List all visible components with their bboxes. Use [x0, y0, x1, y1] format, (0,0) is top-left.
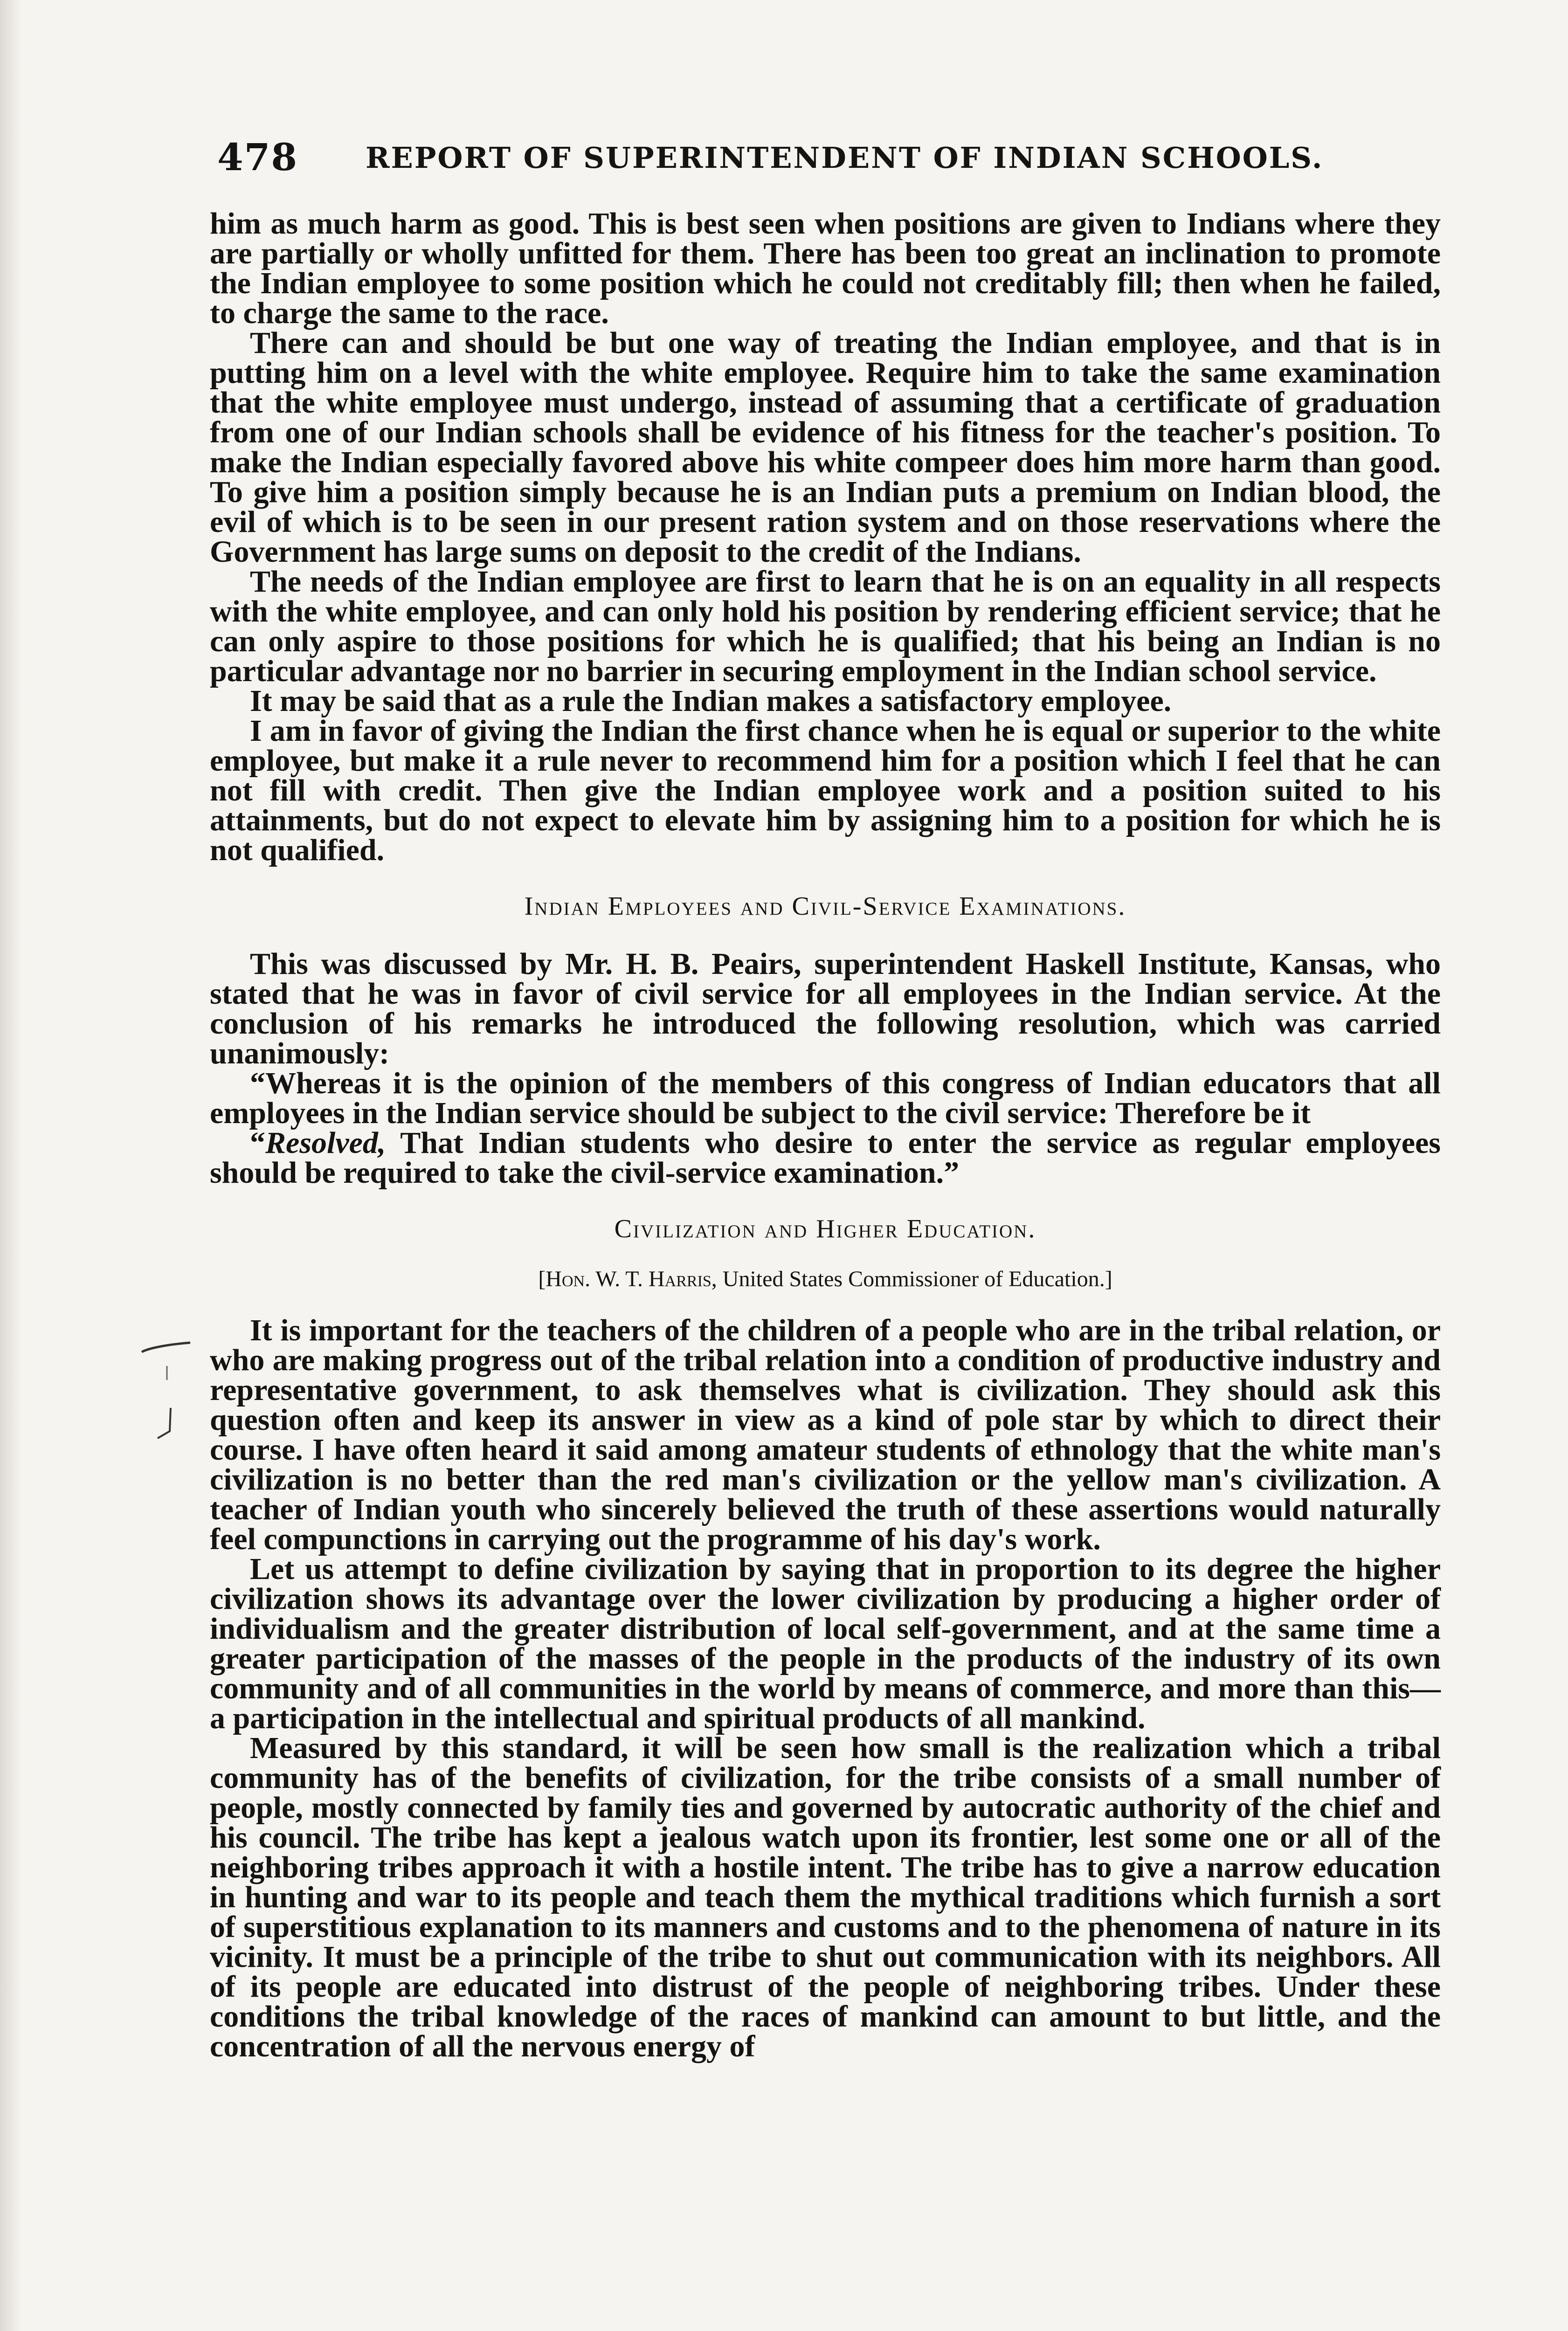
running-title: REPORT OF SUPERINTENDENT OF INDIAN SCHOOLS.: [366, 141, 1324, 175]
page-number: 478: [217, 135, 298, 179]
text-column: [210, 209, 1441, 2062]
paragraph-resolution: [210, 1128, 1441, 1188]
author-name: Hon. W. T. Harris,: [546, 1267, 717, 1291]
paragraph: I am in favor of giving the Indian the first chance when he is equal or superior to the white employee, but make it a rule never to recommend him for a position which I feel that he can not fill with credit. Then give the Indian employee work and a position suited to his attainments, but do not expect to elevate him by assigning him to a position for which he is not qualified.: [210, 714, 1441, 867]
paragraph: There can and should be but one way of treating the Indian employee, and that is in putting him on a level with the white employee. Require him to take the same examination that the white employee must undergo, instead of assuming that a certificate of graduation from one of our Indian schools shall be evidence of his fitness for the teacher's position. To make the Indian especially favored above his white compeer does him more harm than good. To give him a position simply because he is an Indian puts a premium on Indian blood, the evil of which is to be seen in our present ration system and on those reservations where the Government has large sums on deposit to the credit of the Indians.: [210, 326, 1441, 569]
paragraph: Let us attempt to define civilization by saying that in proportion to its degree the higher civilization shows its advantage over the lower civilization by producing a higher order of individualism and the greater distribution of local self-government, and at the same time a greater participation of the masses of the people in the products of the industry of its own community and of all communities in the world by means of commerce, and more than this—a participation in the intellectual and spiritual products of all mankind.: [210, 1552, 1441, 1735]
paragraph: It is important for the teachers of the children of a people who are in the tribal relation, or who are making progress out of the tribal relation into a condition of productive industry and representative government, to ask themselves what is civilization. They should ask this question often and keep its answer in view as a kind of pole star by which to direct their course. I have often heard it said among amateur students of ethnology that the white man's civilization is no better than the red man's civilization or the yellow man's civilization. A teacher of Indian youth who sincerely believed the truth of these assertions would naturally feel compunctions in carrying out the programme of his day's work.: [210, 1313, 1441, 1556]
paragraph: This was discussed by Mr. H. B. Peairs, superintendent Haskell Institute, Kansas, who stated that he was in favor of civil service for all employees in the Indian service. At the conclusion of his remarks he introduced the following resolution, which was carried unanimously:: [210, 947, 1441, 1070]
resolved-word: Resolved,: [265, 1126, 386, 1160]
page-edge-shadow: [0, 0, 21, 2331]
paragraph: The needs of the Indian employee are first to learn that he is on an equality in all respects with the white employee, and can only hold his position by rendering efficient service; that he can only aspire to those positions for which he is qualified; that his being an Indian is no particular advantage nor no barrier in securing employment in the Indian school service.: [210, 565, 1441, 688]
section-heading-civil-service: Indian Employees and Civil-Service Examinations.: [524, 892, 1126, 921]
paragraph: It may be said that as a rule the Indian makes a satisfactory employee.: [250, 684, 1172, 718]
paragraph: Measured by this standard, it will be seen how small is the realization which a tribal community has of the benefits of civilization, for the tribe consists of a small number of people, mostly connected by family ties and governed by autocratic authority of the chief and his council. The tribe has kept a jealous watch upon its frontier, lest some one or all of the neighboring tribes approach it with a hostile intent. The tribe has to give a narrow education in hunting and war to its people and teach them the mythical traditions which furnish a sort of superstitious explanation to its manners and customs and to the phenomena of nature in its vicinity. It must be a principle of the tribe to shut out communication with its neighbors. All of its people are educated into distrust of the people of neighboring tribes. Under these conditions the tribal knowledge of the races of mankind can amount to but little, and the concentration of all the nervous energy of: [210, 1731, 1441, 2063]
section-heading-civilization: Civilization and Higher Education.: [614, 1214, 1036, 1243]
paragraph-quote: “Whereas it is the opinion of the members of this congress of Indian educators that all employees in the Indian service should be subject to the civil service: Therefore be it: [210, 1066, 1441, 1130]
author-role: United States Commissioner of Education.: [717, 1267, 1105, 1291]
resolution-text: That Indian students who desire to enter the service as regular employees should be required to take the civil-service examination.”: [210, 1126, 1441, 1190]
page-header: [217, 135, 1439, 186]
paragraph: him as much harm as good. This is best seen when positions are given to Indians where they are partially or wholly unfitted for them. There has been too great an inclination to promote the Indian employee to some position which he could not creditably fill; then when he failed, to charge the same to the race.: [210, 207, 1441, 330]
margin-bracket-mark: [139, 1338, 200, 1445]
quote-mark: “: [250, 1126, 265, 1160]
author-credit: [Hon. W. T. Harris, United States Commissioner of Education.]: [538, 1267, 1112, 1291]
